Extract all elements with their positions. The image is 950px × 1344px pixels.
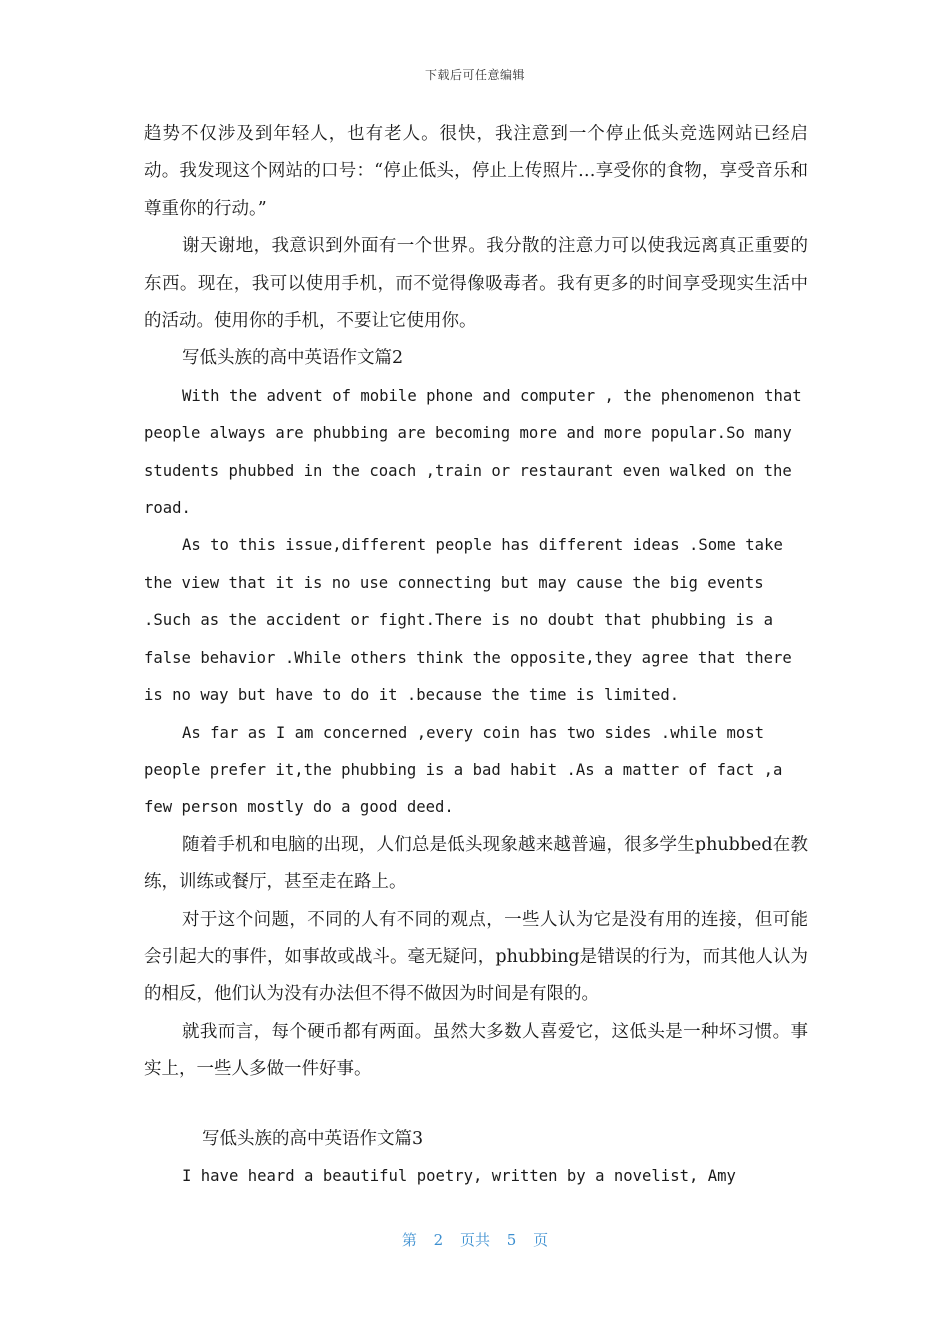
chinese-paragraph-3: 随着手机和电脑的出现，人们总是低头现象越来越普遍，很多学生phubbed在教练，训练或餐厅，甚至走在路上。 [144,834,808,893]
document-body [144,116,808,1195]
paragraph-2: 谢天谢地，我意识到外面有一个世界。我分散的注意力可以使我远离真正重要的东西。现在，我可以使用手机，而不觉得像吸毒者。我有更多的时间享受现实生活中的活动。使用你的手机，不要让它使用你。 [144,236,808,332]
chinese-paragraph-4: 对于这个问题，不同的人有不同的观点，一些人认为它是没有用的连接，但可能会引起大的事件，如事故或战斗。毫无疑问，phubbing是错误的行为，而其他人认为的相反，他们认为没有办法但不得不做因为时间是有限的。 [144,909,808,1005]
chinese-paragraph-5: 就我而言，每个硬币都有两面。虽然大多数人喜爱它，这低头是一种坏习惯。事实上，一些人多做一件好事。 [144,1021,808,1080]
header-note: 下载后可任意编辑 [424,68,525,82]
page-indicator: 第 2 页共 5 页 [401,1231,549,1249]
english-paragraph-2: As to this issue,different people has different ideas .Some take the view that it is no use connecting but may cause the big events .Such as the accident or fight.There is no doubt that phubbing is a false behavior .While others think the opposite,they agree that there is no way but have to do it .because the time is limited. [144,536,792,705]
paragraph-1: 趋势不仅涉及到年轻人，也有老人。很快，我注意到一个停止低头竞选网站已经启动。我发现这个网站的口号：“停止低头，停止上传照片…享受你的食物，享受音乐和尊重你的行动。” [144,124,808,219]
english-paragraph-4: I have heard a beautiful poetry, written by a novelist, Amy [182,1166,736,1185]
english-paragraph-1: With the advent of mobile phone and computer , the phenomenon that people always are phubbing are becoming more and more popular.So many students phubbed in the coach ,train or restaurant even walked on the road. [144,386,802,518]
english-paragraph-3: As far as I am concerned ,every coin has two sides .while most people prefer it,the phubbing is a bad habit .As a matter of fact ,a few person mostly do a good deed. [144,723,783,817]
essay-2-heading: 写低头族的高中英语作文篇2 [182,348,404,369]
essay-3-heading: 写低头族的高中英语作文篇3 [202,1128,424,1149]
